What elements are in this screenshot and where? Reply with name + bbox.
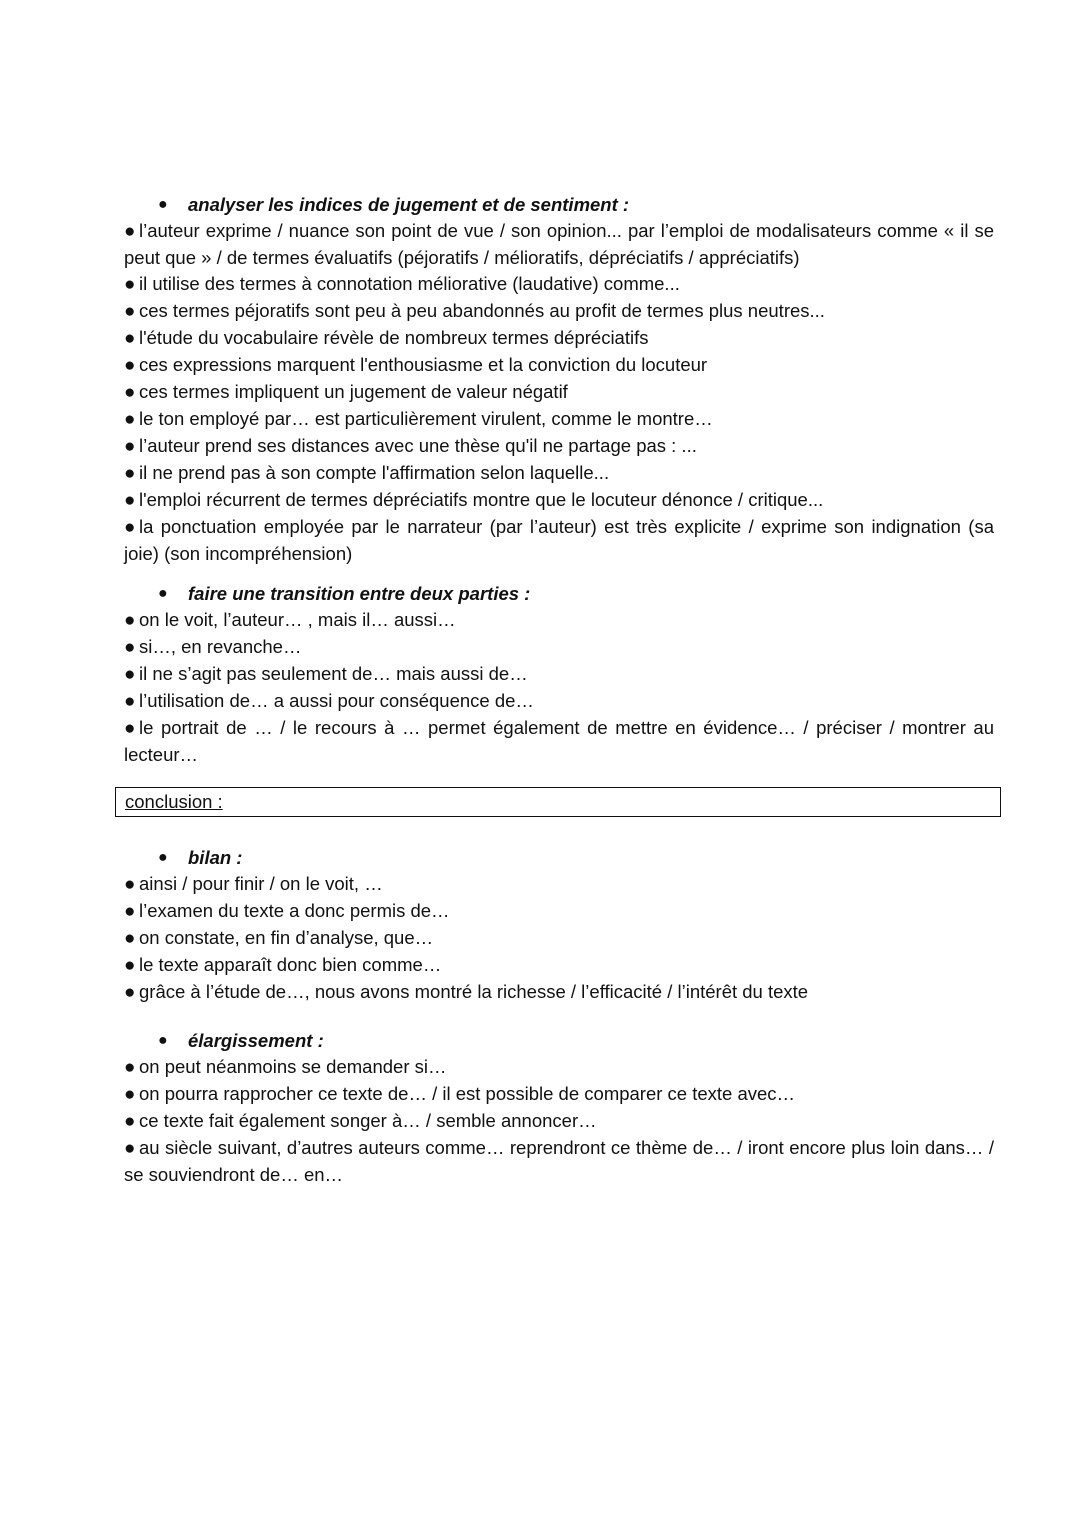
- list-item: [124, 218, 994, 271]
- heading-bullet-icon: ●: [158, 196, 168, 213]
- list-item-text: le texte apparaît donc bien comme…: [139, 954, 442, 975]
- section-heading: [124, 192, 994, 218]
- list-item-text: l’auteur prend ses distances avec une thèse qu'il ne partage pas : ...: [139, 435, 697, 456]
- list-item: [124, 433, 994, 460]
- heading-bullet-icon: ●: [158, 1032, 168, 1049]
- list-item-text: il ne s’agit pas seulement de… mais aussi de…: [139, 663, 528, 684]
- section-heading: [124, 581, 994, 607]
- bullet-icon: ●: [124, 610, 136, 631]
- heading-text: analyser les indices de jugement et de sentiment :: [188, 194, 630, 215]
- bullet-icon: ●: [124, 718, 136, 739]
- list-item-text: l'étude du vocabulaire révèle de nombreux termes dépréciatifs: [139, 327, 649, 348]
- list-item-text: on pourra rapprocher ce texte de… / il est possible de comparer ce texte avec…: [139, 1083, 796, 1104]
- bullet-icon: ●: [124, 691, 136, 712]
- section-elargissement: [124, 1028, 994, 1188]
- section-heading: [124, 1028, 994, 1054]
- list-item-text: on le voit, l’auteur… , mais il… aussi…: [139, 609, 456, 630]
- bullet-icon: ●: [124, 664, 136, 685]
- list-item-text: l’utilisation de… a aussi pour conséquence de…: [139, 690, 534, 711]
- bullet-icon: ●: [124, 382, 136, 403]
- bullet-icon: ●: [124, 1111, 136, 1132]
- bullet-icon: ●: [124, 409, 136, 430]
- conclusion-label: conclusion :: [125, 791, 223, 812]
- section-transition: [124, 581, 994, 768]
- list-item-text: on peut néanmoins se demander si…: [139, 1056, 447, 1077]
- bullet-icon: ●: [124, 301, 136, 322]
- list-item: [124, 925, 994, 952]
- list-item: [124, 487, 994, 514]
- bullet-icon: ●: [124, 901, 136, 922]
- list-item-text: il ne prend pas à son compte l'affirmation selon laquelle...: [139, 462, 610, 483]
- heading-bullet-icon: ●: [158, 585, 168, 602]
- list-item: [124, 271, 994, 298]
- list-item: [124, 406, 994, 433]
- list-item: [124, 871, 994, 898]
- bullet-icon: ●: [124, 328, 136, 349]
- list-item: [124, 298, 994, 325]
- list-item: [124, 898, 994, 925]
- heading-text: élargissement :: [188, 1030, 324, 1051]
- bullet-icon: ●: [124, 982, 136, 1003]
- heading-text: faire une transition entre deux parties :: [188, 583, 531, 604]
- list-item: [124, 715, 994, 768]
- list-item: [124, 634, 994, 661]
- list-item: [124, 1135, 994, 1188]
- bullet-icon: ●: [124, 274, 136, 295]
- bullet-icon: ●: [124, 637, 136, 658]
- section-heading: [124, 845, 994, 871]
- list-item-text: le portrait de … / le recours à … permet également de mettre en évidence… / préciser / montrer au lecteur…: [124, 717, 994, 765]
- bullet-icon: ●: [124, 874, 136, 895]
- bullet-icon: ●: [124, 1057, 136, 1078]
- bullet-icon: ●: [124, 436, 136, 457]
- list-item: [124, 379, 994, 406]
- list-item-text: au siècle suivant, d’autres auteurs comme… reprendront ce thème de… / iront encore plus loin dans… / se souviendront de… en…: [124, 1137, 994, 1185]
- list-item-text: ces expressions marquent l'enthousiasme et la conviction du locuteur: [139, 354, 708, 375]
- bullet-icon: ●: [124, 928, 136, 949]
- bullet-icon: ●: [124, 490, 136, 511]
- list-item-text: l'emploi récurrent de termes dépréciatifs montre que le locuteur dénonce / critique...: [139, 489, 824, 510]
- list-item: [124, 688, 994, 715]
- list-item: [124, 514, 994, 567]
- section-jugement-sentiment: [124, 192, 994, 567]
- list-item-text: l’auteur exprime / nuance son point de vue / son opinion... par l’emploi de modalisateurs comme « il se peut que » / de termes évaluatifs (péjoratifs / mélioratifs, dépréciatifs / appréciatifs): [124, 220, 994, 268]
- bullet-icon: ●: [124, 463, 136, 484]
- list-item: [124, 352, 994, 379]
- bullet-icon: ●: [124, 355, 136, 376]
- bullet-icon: ●: [124, 1138, 136, 1159]
- list-item: [124, 979, 994, 1006]
- list-item: [124, 1108, 994, 1135]
- list-item-text: le ton employé par… est particulièrement virulent, comme le montre…: [139, 408, 713, 429]
- list-item: [124, 460, 994, 487]
- list-item-text: ce texte fait également songer à… / semble annoncer…: [139, 1110, 597, 1131]
- list-item-text: il utilise des termes à connotation méliorative (laudative) comme...: [139, 273, 680, 294]
- list-item: [124, 1081, 994, 1108]
- list-item: [124, 1054, 994, 1081]
- list-item: [124, 325, 994, 352]
- heading-bullet-icon: ●: [158, 849, 168, 866]
- list-item-text: ces termes impliquent un jugement de valeur négatif: [139, 381, 568, 402]
- bullet-icon: ●: [124, 221, 136, 242]
- list-item-text: l’examen du texte a donc permis de…: [139, 900, 450, 921]
- list-item: [124, 952, 994, 979]
- bullet-icon: ●: [124, 517, 136, 538]
- list-item: [124, 607, 994, 634]
- section-bilan: [124, 845, 994, 1006]
- list-item-text: grâce à l’étude de…, nous avons montré la richesse / l’efficacité / l’intérêt du texte: [139, 981, 809, 1002]
- list-item: [124, 661, 994, 688]
- list-item-text: ces termes péjoratifs sont peu à peu abandonnés au profit de termes plus neutres...: [139, 300, 825, 321]
- list-item-text: on constate, en fin d’analyse, que…: [139, 927, 434, 948]
- bullet-icon: ●: [124, 1084, 136, 1105]
- bullet-icon: ●: [124, 955, 136, 976]
- list-item-text: si…, en revanche…: [139, 636, 302, 657]
- list-item-text: la ponctuation employée par le narrateur (par l’auteur) est très explicite / exprime son indignation (sa joie) (son incompréhension): [124, 516, 994, 564]
- heading-text: bilan :: [188, 847, 243, 868]
- list-item-text: ainsi / pour finir / on le voit, …: [139, 873, 383, 894]
- conclusion-header-box: [115, 787, 1001, 817]
